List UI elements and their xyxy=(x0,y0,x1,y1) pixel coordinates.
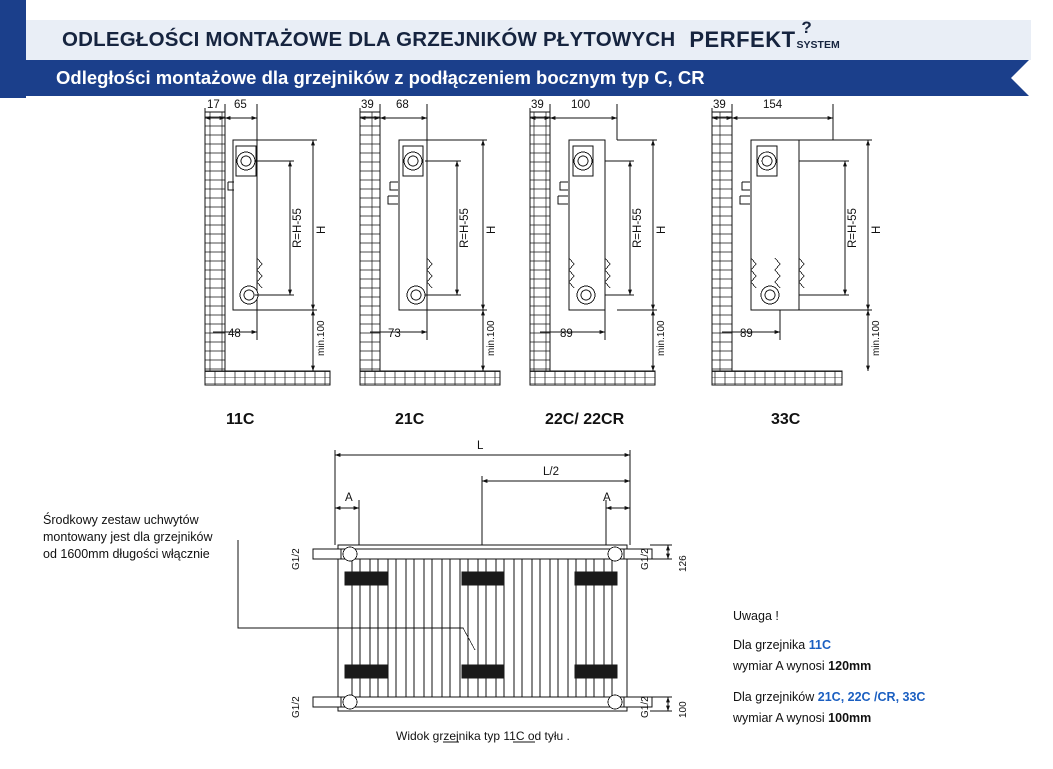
conn-bottom-left-label: G1/2 xyxy=(291,696,302,718)
rear-view-dim-126: 126 xyxy=(678,555,689,572)
right-note xyxy=(733,606,1023,729)
panel-22c-type-label: 22C/ 22CR xyxy=(545,411,625,428)
right-note-title: Uwaga ! xyxy=(733,609,779,623)
panel-22c-dim-bottom: 89 xyxy=(560,328,573,340)
panel-33c-dim-r: R=H-55 xyxy=(847,208,859,248)
panel-11c-type-label: 11C xyxy=(226,411,255,428)
header-title-line1: ODLEGŁOŚCI MONTAŻOWE DLA GRZEJNIKÓW PŁYTOWYCH xyxy=(62,28,676,51)
panel-22c-dim-r: R=H-55 xyxy=(632,208,644,248)
panel-11c-dim-h: H xyxy=(316,225,328,234)
panel-33c-type-label: 33C xyxy=(771,411,801,428)
panel-33c-dim-bottom: 89 xyxy=(740,328,753,340)
panel-11c-dim-min: min.100 xyxy=(316,320,327,356)
panel-21c-drawing xyxy=(360,104,500,385)
right-note-value-100: 100mm xyxy=(828,711,872,725)
rear-view-caption: Widok grzejnika typ 11C od tyłu . xyxy=(396,729,570,743)
left-note xyxy=(43,512,293,563)
left-note-line3: od 1600mm długości włącznie xyxy=(43,547,210,561)
panel-22c-dim-min: min.100 xyxy=(656,320,667,356)
header-title-line2: Odległości montażowe dla grzejników z podłączeniem bocznym typ C, CR xyxy=(56,67,705,88)
brand-question-icon: ? xyxy=(801,18,812,37)
left-note-line2: montowany jest dla grzejników xyxy=(43,530,213,544)
panel-11c-drawing xyxy=(205,104,330,385)
rear-view-dim-a-left: A xyxy=(345,492,353,504)
right-note-type-11c: 11C xyxy=(808,638,831,652)
right-note-line3 xyxy=(733,687,1023,708)
right-note-line4-pre: wymiar A wynosi xyxy=(733,711,829,725)
conn-top-right-label: G1/2 xyxy=(640,548,651,570)
right-note-line4 xyxy=(733,708,1023,729)
panel-21c-dim-right: 68 xyxy=(396,99,409,111)
brand-name: PERFEKT xyxy=(689,27,796,52)
panel-22c-dim-h: H xyxy=(656,225,668,234)
panel-21c-dim-bottom: 73 xyxy=(388,328,401,340)
panel-11c-dim-left: 17 xyxy=(207,99,220,111)
right-note-line2-pre: wymiar A wynosi xyxy=(733,659,829,673)
panel-21c-dim-left: 39 xyxy=(361,99,374,111)
panel-33c-dim-left: 39 xyxy=(713,99,726,111)
brand-suffix: SYSTEM xyxy=(796,39,840,51)
rear-view-dim-100: 100 xyxy=(678,701,689,718)
panel-21c-dim-h: H xyxy=(486,225,498,234)
rear-view-dim-l2: L/2 xyxy=(543,466,559,478)
left-note-line1: Środkowy zestaw uchwytów xyxy=(43,513,199,527)
panel-11c-dim-right: 65 xyxy=(234,99,247,111)
panel-33c-dim-right: 154 xyxy=(763,99,783,111)
right-note-value-120: 120mm xyxy=(828,659,872,673)
panel-22c-dim-right: 100 xyxy=(571,99,591,111)
panel-11c-dim-r: R=H-55 xyxy=(292,208,304,248)
right-note-line3-pre: Dla grzejników xyxy=(733,690,818,704)
panel-33c-dim-min: min.100 xyxy=(871,320,882,356)
right-note-line2 xyxy=(733,656,1023,677)
panel-33c-dim-h: H xyxy=(871,225,883,234)
conn-bottom-right-label: G1/2 xyxy=(640,696,651,718)
panel-21c-type-label: 21C xyxy=(395,411,425,428)
right-note-line1 xyxy=(733,635,1023,656)
rear-view-dim-l: L xyxy=(477,440,484,452)
conn-top-left-label: G1/2 xyxy=(291,548,302,570)
panel-22c-dim-left: 39 xyxy=(531,99,544,111)
right-note-types-other: 21C, 22C /CR, 33C xyxy=(817,690,926,704)
panel-21c-dim-r: R=H-55 xyxy=(459,208,471,248)
rear-view-dim-a-right: A xyxy=(603,492,611,504)
panel-21c-dim-min: min.100 xyxy=(486,320,497,356)
right-note-line1-pre: Dla grzejnika xyxy=(733,638,809,652)
panel-11c-dim-bottom: 48 xyxy=(228,328,241,340)
